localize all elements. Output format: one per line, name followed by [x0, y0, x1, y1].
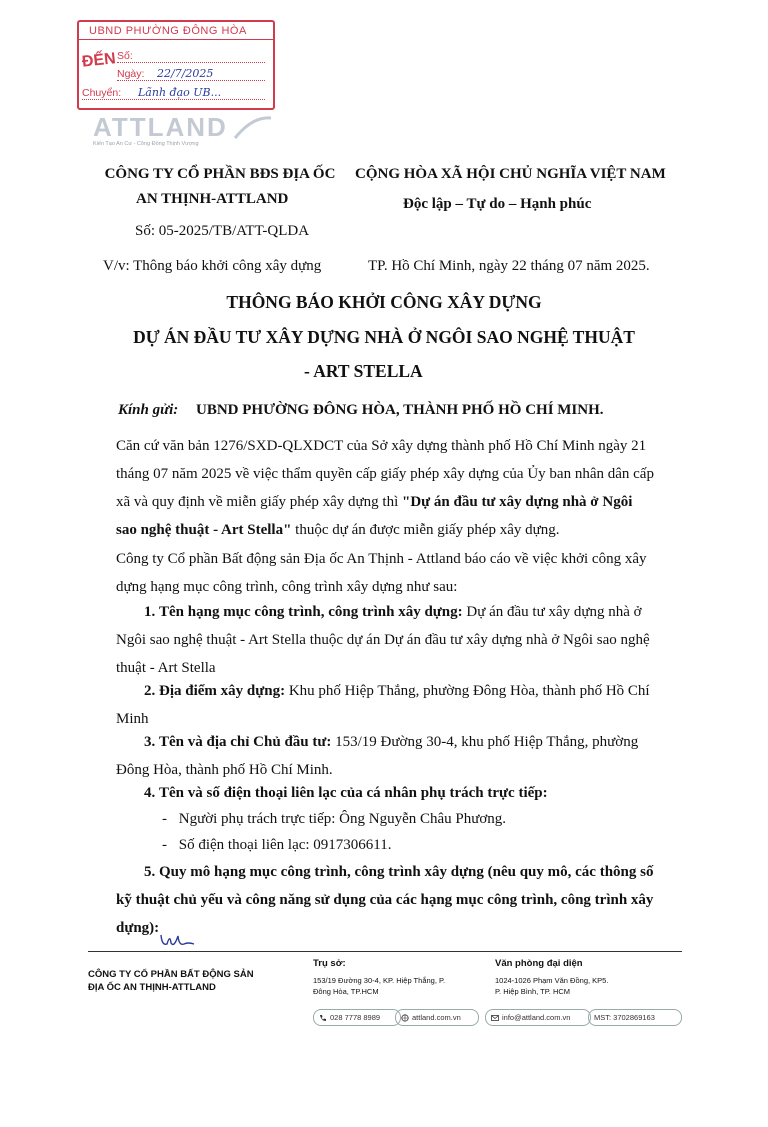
footer-email: [485, 1009, 591, 1026]
item-4-person: Người phụ trách trực tiếp: Ông Nguyễn Châu Phương.: [178, 811, 507, 827]
national-motto: Độc lập – Tự do – Hạnh phúc: [403, 196, 592, 212]
notice-title-line2: DỰ ÁN ĐẦU TƯ XÂY DỰNG NHÀ Ở NGÔI SAO NGHỆ THUẬT: [133, 327, 635, 347]
stamp-chuyen-label: Chuyển:: [82, 87, 122, 99]
footer-office: [495, 958, 608, 997]
logo-swoosh-icon: [233, 114, 273, 140]
footer-hq-line1: 153/19 Đường 30-4, KP. Hiệp Thắng, P.: [313, 976, 446, 985]
footer-company-line1: CÔNG TY CỔ PHẦN BẤT ĐỘNG SẢN: [88, 969, 254, 980]
email-icon: [491, 1014, 499, 1022]
item-4-label: Tên và số điện thoại liên lạc của cá nhân phụ trách trực tiếp:: [159, 785, 548, 801]
stamp-row-chuyen: [82, 86, 265, 100]
globe-icon: [401, 1014, 409, 1022]
logo-slogan: Kiến Tạo An Cư - Công Đồng Thịnh Vượng: [93, 141, 199, 147]
stamp-divider: [79, 39, 273, 40]
paragraph-legal-basis: [116, 432, 656, 544]
footer-tax-text: MST: 3702869163: [594, 1013, 655, 1022]
item-1-text: Dự án đầu tư xây dựng nhà ở Ngôi sao nghệ thuật - Art Stella thuộc dự án Dự án đầu tư xây dựng nhà ở Ngôi sao nghệ thuật - Art Stella: [116, 604, 650, 676]
footer-tax: [588, 1009, 682, 1026]
item-2-text: Khu phố Hiệp Thắng, phường Đông Hòa, thành phố Hồ Chí Minh: [116, 683, 650, 727]
p1-project-name: "Dự án đầu tư xây dựng nhà ở Ngôi sao nghệ thuật - Art Stella": [116, 494, 633, 538]
issuer-company-line2: AN THỊNH-ATTLAND: [136, 191, 289, 207]
item-4-sub-person: [162, 805, 506, 833]
initials-signature-icon: [158, 930, 198, 952]
footer-hq: [313, 958, 445, 997]
footer-company: [88, 968, 254, 994]
stamp-so-label: Số:: [117, 50, 133, 62]
item-4-number: 4.: [144, 785, 156, 801]
doc-subject: V/v: Thông báo khởi công xây dựng: [103, 258, 322, 274]
place-date: TP. Hồ Chí Minh, ngày 22 tháng 07 năm 2025.: [368, 258, 650, 274]
item-2: [116, 677, 656, 733]
footer-website: [395, 1009, 479, 1026]
phone-icon: [319, 1014, 327, 1022]
footer-hq-label: Trụ sở:: [313, 958, 346, 969]
doc-number: Số: 05-2025/TB/ATT-QLDA: [135, 223, 310, 239]
footer-office-line2: P. Hiệp Bình, TP. HCM: [495, 987, 571, 996]
stamp-title: UBND PHƯỜNG ĐÔNG HÒA: [89, 25, 247, 37]
footer-phone-text: 028 7778 8989: [330, 1013, 381, 1022]
national-title: CỘNG HÒA XÃ HỘI CHỦ NGHĨA VIỆT NAM: [355, 166, 666, 182]
item-2-label: Địa điểm xây dựng:: [159, 683, 286, 699]
stamp-row-so: [117, 49, 265, 63]
stamp-ngay-label: Ngày:: [117, 68, 145, 80]
notice-title-line3: - ART STELLA: [304, 361, 423, 381]
item-2-number: 2.: [144, 683, 156, 699]
attland-logo: [93, 112, 273, 146]
item-5-number: 5.: [144, 864, 156, 880]
item-1-label: Tên hạng mục công trình, công trình xây dựng:: [159, 604, 463, 620]
footer-separator: [88, 951, 682, 952]
footer-company-line2: ĐỊA ỐC AN THỊNH-ATTLAND: [88, 982, 216, 993]
item-3-text: 153/19 Đường 30-4, khu phố Hiệp Thắng, phường Đông Hòa, thành phố Hồ Chí Minh.: [116, 734, 639, 778]
item-1: [116, 598, 656, 682]
item-4-sub-phone: [162, 831, 392, 859]
footer-website-text: attland.com.vn: [412, 1013, 461, 1022]
p1-text-c: thuộc dự án được miễn giấy phép xây dựng.: [291, 522, 560, 538]
bullet: -: [162, 837, 167, 853]
footer-hq-line2: Đông Hòa, TP.HCM: [313, 987, 379, 996]
footer-office-line1: 1024-1026 Phạm Văn Đồng, KP5.: [495, 976, 609, 985]
stamp-den: ĐẾN: [81, 50, 117, 71]
footer-phone: [313, 1009, 401, 1026]
item-3: [116, 728, 656, 784]
item-3-number: 3.: [144, 734, 156, 750]
item-5-label: Quy mô hạng mục công trình, công trình xây dựng (nêu quy mô, các thông số kỹ thuật chủ yếu và công năng sử dụng của các hạng mục công trình, công trình xây dựng):: [116, 864, 654, 936]
item-4-phone: Số điện thoại liên lạc: 0917306611.: [178, 837, 392, 853]
logo-text: ATTLAND: [93, 112, 228, 142]
stamp-row-ngay: [117, 67, 265, 81]
recipient-value: UBND PHƯỜNG ĐÔNG HÒA, THÀNH PHỐ HỒ CHÍ MINH.: [196, 402, 604, 418]
footer-email-text: info@attland.com.vn: [502, 1013, 571, 1022]
stamp-chuyen-value: Lãnh đạo UB...: [138, 86, 222, 99]
stamp-ngay-value: 22/7/2025: [157, 67, 214, 80]
p1-text-a: Căn cứ văn bản 1276/SXD-QLXDCT của Sở xây dựng thành phố Hồ Chí Minh ngày 21 tháng 07 năm 2025 về việc thẩm quyền cấp giấy phép xây dựng của Ủy ban nhân dân cấp xã và quy định về miễn giấy phép xây dựng thì: [116, 438, 654, 510]
item-4: [116, 779, 656, 807]
notice-title-line1: THÔNG BÁO KHỞI CÔNG XÂY DỰNG: [226, 292, 542, 312]
bullet: -: [162, 811, 167, 827]
recipient: [118, 402, 604, 419]
paragraph-report-intro: Công ty Cổ phần Bất động sản Địa ốc An Thịnh - Attland báo cáo về việc khởi công xây dựng hạng mục công trình, công trình xây dựng như sau:: [116, 551, 647, 595]
item-1-number: 1.: [144, 604, 156, 620]
item-3-label: Tên và địa chỉ Chủ đầu tư:: [159, 734, 332, 750]
issuer-company-line1: CÔNG TY CỔ PHẦN BĐS ĐỊA ỐC: [104, 166, 336, 182]
recipient-label: Kính gửi:: [118, 402, 179, 418]
reception-stamp: [77, 20, 275, 110]
footer-office-label: Văn phòng đại diện: [495, 958, 583, 969]
